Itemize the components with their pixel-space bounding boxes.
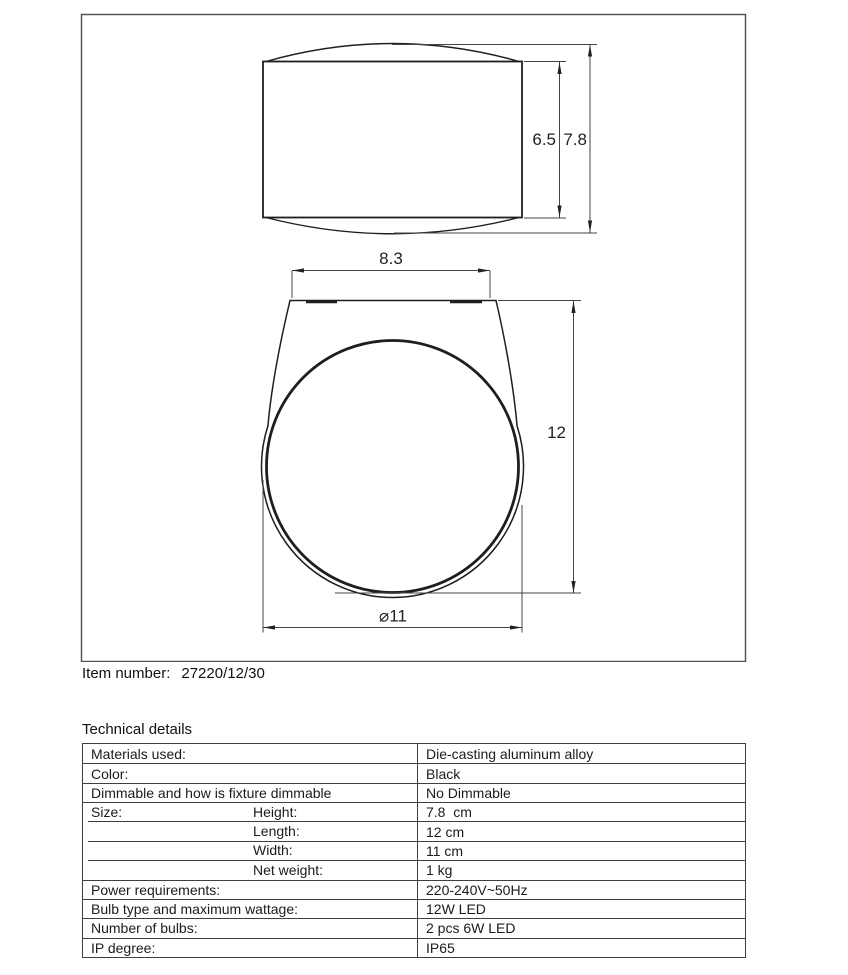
- row-value: Black: [426, 765, 461, 782]
- technical-details-table: [82, 743, 746, 958]
- dimension-7-8: [392, 45, 597, 234]
- row-value: 220-240V~50Hz: [426, 881, 528, 898]
- row-value: 11 cm: [426, 842, 464, 859]
- technical-details-title: Technical details: [82, 721, 193, 738]
- table-row: [83, 802, 745, 821]
- item-number-label: Item number:: [82, 665, 171, 682]
- row-sublabel: Net weight:: [253, 861, 324, 878]
- item-number-value: 27220/12/30: [181, 665, 265, 682]
- row-label: Size:: [91, 804, 123, 821]
- row-label: Power requirements:: [91, 881, 221, 898]
- row-sublabel: Length:: [253, 823, 300, 840]
- dimension-12: [335, 301, 581, 594]
- side-view-overall-height-label: 7.8: [563, 130, 587, 149]
- row-value: 7.8 cm: [426, 804, 472, 821]
- row-value: Die-casting aluminum alloy: [426, 745, 594, 762]
- side-view-body: [263, 62, 522, 218]
- table-row: [83, 918, 745, 937]
- table-row: [83, 880, 745, 899]
- row-label: Bulb type and maximum wattage:: [91, 901, 298, 918]
- row-label: IP degree:: [91, 939, 156, 956]
- row-label: Materials used:: [91, 745, 186, 762]
- side-view-inner-height-label: 6.5: [532, 130, 556, 149]
- row-value: No Dimmable: [426, 784, 511, 801]
- drawing-frame: [82, 15, 746, 662]
- dimension-6-5: [524, 62, 566, 219]
- table-row: [83, 938, 745, 957]
- item-number-line: [82, 665, 265, 682]
- table-row: [83, 841, 745, 860]
- dimension-diameter-11: [263, 480, 522, 633]
- row-label: Color:: [91, 765, 129, 782]
- row-label: Dimmable and how is fixture dimmable: [91, 784, 332, 801]
- row-value: 12W LED: [426, 901, 486, 918]
- top-view-lens-circle: [267, 341, 519, 593]
- table-row: [83, 860, 745, 879]
- table-row: [83, 763, 745, 782]
- row-value: IP65: [426, 939, 455, 956]
- side-view-drawing: [263, 44, 597, 234]
- row-value: 2 pcs 6W LED: [426, 920, 516, 937]
- row-sublabel: Height:: [253, 804, 298, 821]
- row-label: Number of bulbs:: [91, 920, 198, 937]
- table-row: [83, 783, 745, 802]
- side-view-bottom-arc: [266, 218, 519, 234]
- top-view-drawing: [261, 249, 581, 633]
- top-view-width-label: 8.3: [379, 249, 403, 268]
- row-sublabel: Width:: [253, 842, 293, 859]
- top-view-length-label: 12: [547, 423, 566, 442]
- side-view-top-arc: [266, 44, 519, 62]
- top-view-diameter-label: ⌀11: [379, 606, 407, 626]
- table-row: [83, 744, 745, 763]
- row-value: 1 kg: [426, 862, 453, 879]
- table-row: [83, 821, 745, 840]
- dimension-8-3: [292, 249, 490, 298]
- row-value: 12 cm: [426, 823, 465, 840]
- table-row: [83, 899, 745, 918]
